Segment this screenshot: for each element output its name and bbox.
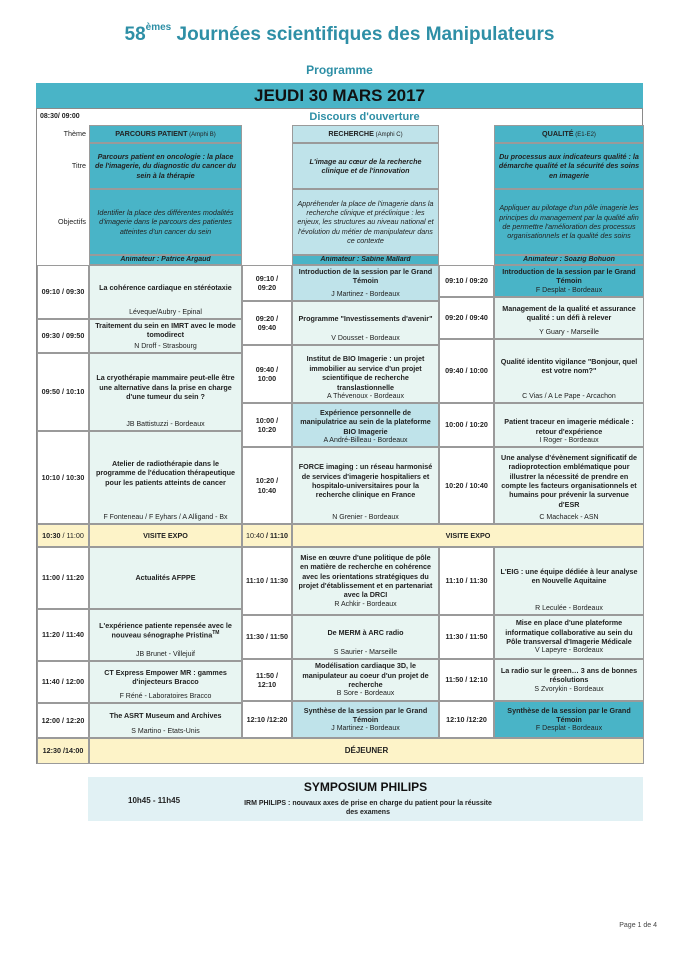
session-recherche-6: Mise en œuvre d'une politique de pôle en matière de recherche en cohérence avec les orientations stratégiques du projet d'établissement et en partenariat avec la DRCI R Achkir - Bordeaux — [292, 547, 439, 615]
session-parcours-7: CT Express Empower MR : gammes d'injecteurs Bracco F Réné - Laboratoires Bracco — [89, 661, 242, 703]
session-qualite-9: Synthèse de la session par le Grand Témoin F Desplat - Bordeaux — [494, 701, 644, 738]
session-time: 10:10 / 10:30 — [37, 431, 89, 524]
session-qualite-2: Management de la qualité et assurance qualité : un défi à relever Y Guary - Marseille — [494, 297, 644, 339]
session-time: 09:10 / 09:20 — [439, 265, 494, 297]
session-parcours-8: The ASRT Museum and Archives S Martino - Etats-Unis — [89, 703, 242, 738]
session-parcours-1: La cohérence cardiaque en stéréotaxie Léveque/Aubry - Epinal — [89, 265, 242, 319]
session-time: 09:40 / 10:00 — [242, 345, 292, 403]
track-parcours-theme: PARCOURS PATIENT (Amphi B) — [89, 125, 242, 143]
session-time: 09:30 / 09:50 — [37, 319, 89, 353]
session-qualite-7: Mise en place d'une plateforme informatique collaborative au sein du Pôle transversal d'Imagerie Médicale V Lapeyre - Bordeaux — [494, 615, 644, 659]
session-time: 11:30 / 11:50 — [439, 615, 494, 659]
label-theme: Thème — [63, 129, 86, 139]
session-parcours-2: Traitement du sein en IMRT avec le mode tomodirect N Droff - Strasbourg — [89, 319, 242, 353]
track-recherche-titre: L'image au cœur de la recherche clinique et de l'innovation — [292, 143, 439, 189]
session-time: 09:10 / 09:30 — [37, 265, 89, 319]
track-parcours-objectifs: Identifier la place des différentes modalités d'imagerie dans le parcours des patientes atteintes d'un cancer du sein — [89, 189, 242, 255]
session-qualite-5: Une analyse d'évènement significatif de radioprotection emblématique pour illustrer la nécessité de prendre en compte les facteurs organisationnels et humains pour prévenir la survenue d'ESR C Machacek - ASN — [494, 447, 644, 524]
session-qualite-8: La radio sur le green… 3 ans de bonnes résolutions S Zvorykin - Bordeaux — [494, 659, 644, 701]
session-time: 11:30 / 11:50 — [242, 615, 292, 659]
track-qualite-theme: QUALITÉ (E1-E2) — [494, 125, 644, 143]
opening-label: Discours d'ouverture — [309, 110, 420, 123]
label-objectifs: Objectifs — [58, 217, 86, 227]
symposium-time: 10h45 - 11h45 — [128, 796, 181, 805]
expo-time-1: 10:30 / 11:00 — [37, 524, 89, 547]
programme-label: Programme — [306, 63, 373, 77]
schedule-grid — [36, 108, 643, 764]
symposium-desc: IRM PHILIPS : nouvaux axes de prise en charge du patient pour la réussite des examens — [244, 800, 492, 817]
track-recherche-animateur: Animateur : Sabine Mallard — [292, 255, 439, 265]
track-recherche-theme: RECHERCHE (Amphi C) — [292, 125, 439, 143]
session-qualite-4: Patient traceur en imagerie médicale : retour d'expérience I Roger - Bordeaux — [494, 403, 644, 447]
session-time: 09:50 / 10:10 — [37, 353, 89, 431]
session-recherche-5: FORCE imaging : un réseau harmonisé de services d'imagerie hospitaliers et hospitalo-universitaires pour la recherche clinique en France N Grenier - Bordeaux — [292, 447, 439, 524]
session-recherche-9: Synthèse de la session par le Grand Témoin J Martinez - Bordeaux — [292, 701, 439, 738]
session-time: 10:20 / 10:40 — [242, 447, 292, 524]
session-time: 12:10 /12:20 — [242, 701, 292, 738]
session-time: 09:20 / 09:40 — [439, 297, 494, 339]
session-time: 11:00 / 11:20 — [37, 547, 89, 609]
session-time: 11:40 / 12:00 — [37, 661, 89, 703]
session-time: 12:10 /12:20 — [439, 701, 494, 738]
session-recherche-1: Introduction de la session par le Grand Témoin J Martinez - Bordeaux — [292, 265, 439, 301]
session-recherche-4: Expérience personnelle de manipulatrice au sein de la plateforme BIO Imagerie A André-Billeau - Bordeaux — [292, 403, 439, 447]
session-time: 09:10 / 09:20 — [242, 265, 292, 301]
track-parcours-titre: Parcours patient en oncologie : la place de l'imagerie, du diagnostic du cancer du sein à la thérapie — [89, 143, 242, 189]
session-time: 10:00 / 10:20 — [242, 403, 292, 447]
day-banner: JEUDI 30 MARS 2017 — [36, 83, 643, 108]
session-time: 11:50 / 12:10 — [439, 659, 494, 701]
session-time: 10:00 / 10:20 — [439, 403, 494, 447]
session-recherche-8: Modélisation cardiaque 3D, le manipulateur au coeur d'un projet de recherche B Sore - Bordeaux — [292, 659, 439, 701]
expo-label-1: VISITE EXPO — [89, 524, 242, 547]
session-qualite-1: Introduction de la session par le Grand Témoin F Desplat - Bordeaux — [494, 265, 644, 297]
session-time: 09:40 / 10:00 — [439, 339, 494, 403]
expo-time-2: 10:40 / 11:10 — [242, 524, 292, 547]
session-time: 11:20 / 11:40 — [37, 609, 89, 661]
session-time: 11:10 / 11:30 — [242, 547, 292, 615]
session-parcours-4: Atelier de radiothérapie dans le programme de l'éducation thérapeutique pour les patients atteints de cancer F Fonteneau / F Eyhars / A Alligand - Bx — [89, 431, 242, 524]
session-parcours-6: L'expérience patiente repensée avec le nouveau sénographe Pristina™ JB Brunet - Villejuif — [89, 609, 242, 661]
track-qualite-titre: Du processus aux indicateurs qualité : la démarche qualité et la sécurité des soins en imagerie — [494, 143, 644, 189]
track-parcours-animateur: Animateur : Patrice Argaud — [89, 255, 242, 265]
track-qualite-objectifs: Appliquer au pilotage d'un pôle imagerie les principes du management par la qualité afin de permettre l'amélioration des processus organisationnels et la qualité des soins — [494, 189, 644, 255]
symposium-box — [88, 777, 643, 821]
session-time: 11:50 / 12:10 — [242, 659, 292, 701]
track-recherche-objectifs: Appréhender la place de l'imagerie dans la recherche clinique et préclinique : les enjeux, les structures au niveau national et l'évolution du métier de manipulateur dans ce contexte — [292, 189, 439, 255]
session-qualite-6: L'EIG : une équipe dédiée à leur analyse en Nouvelle Aquitaine R Leculée - Bordeaux — [494, 547, 644, 615]
session-time: 11:10 / 11:30 — [439, 547, 494, 615]
opening-time: 08:30/ 09:00 — [40, 113, 80, 121]
lunch-time: 12:30 /14:00 — [37, 738, 89, 764]
track-qualite-animateur: Animateur : Soazig Bohuon — [494, 255, 644, 265]
lunch-label: DÉJEUNER — [89, 738, 644, 764]
session-time: 09:20 / 09:40 — [242, 301, 292, 345]
session-qualite-3: Qualité identito vigilance "Bonjour, quel est votre nom?" C Vias / A Le Pape - Arcachon — [494, 339, 644, 403]
expo-label-2: VISITE EXPO — [292, 524, 644, 547]
label-titre: Titre — [71, 161, 86, 171]
session-recherche-2: Programme "Investissements d'avenir" V Dousset - Bordeaux — [292, 301, 439, 345]
session-parcours-3: La cryothérapie mammaire peut-elle être une alternative dans la prise en charge d'une tumeur du sein ? JB Battistuzzi - Bordeaux — [89, 353, 242, 431]
page-number: Page 1 de 4 — [619, 922, 657, 929]
session-recherche-7: De MERM à ARC radio S Saurier - Marseille — [292, 615, 439, 659]
session-time: 12:00 / 12:20 — [37, 703, 89, 738]
symposium-title: SYMPOSIUM PHILIPS — [303, 780, 428, 794]
session-time: 10:20 / 10:40 — [439, 447, 494, 524]
session-parcours-5: Actualités AFPPE — [89, 547, 242, 609]
page-title: 58èmes Journées scientifiques des Manipulateurs — [124, 22, 555, 45]
session-recherche-3: Institut de BIO Imagerie : un projet immobilier au service d'un projet scientifique de recherche translastionnelle A Thévenoux - Bordeaux — [292, 345, 439, 403]
